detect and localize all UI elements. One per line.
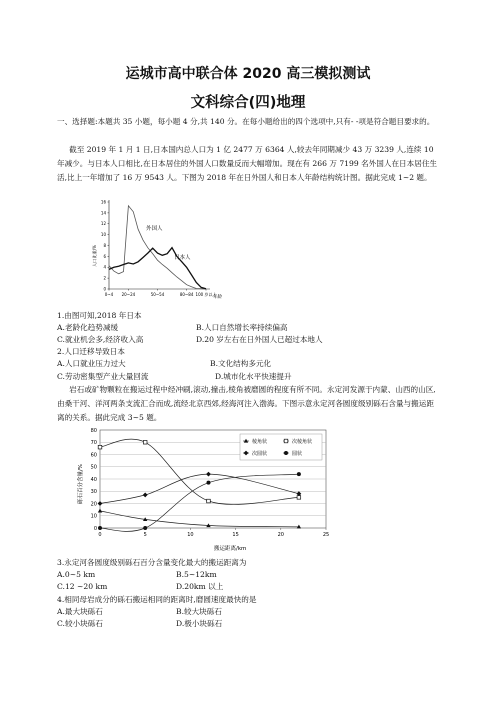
q3-option-b: B.5~12km — [176, 570, 217, 579]
chart2-y-tick-label: 60 — [90, 452, 97, 459]
q4-option-c: C.较小块砾石 — [57, 619, 103, 628]
passage-population: 截至 2019 年 1 月 1 日,日本国内总人口为 1 亿 2477 万 6364 人,较去年同期减少 43 万 3239 人,连续 10 年减少。与日本人口相比,在日本居住的外国人口数量反而大幅增加。现在有 266 万 7199 名外国人在日本居住生活,比上一年增加了 16 万 9543 人。下图为 2018 年在日外国人和日本人年龄结构统计图。据此完成 1~2 题。 — [57, 145, 438, 183]
chart2-y-tick-label: 30 — [90, 489, 97, 496]
chart1-y-tick-label: 6 — [103, 253, 106, 259]
chart1-xlabel: 年龄 — [213, 295, 222, 300]
chart2-legend — [240, 434, 322, 460]
chart2-y-tick-label: 50 — [90, 464, 97, 471]
chart2-y-tick-label: 70 — [90, 440, 97, 447]
question-3-stem: 3.永定河各圆度级别砾石百分含量变化最大的搬运距离为 — [57, 558, 247, 567]
chart2-xlabel: 搬运距离/km — [214, 546, 247, 552]
question-1-stem: 1.由图可知,2018 年日本 — [57, 311, 142, 320]
label-japanese: 日本人 — [174, 255, 191, 261]
label-foreign: 外国人 — [146, 226, 163, 232]
chart1-y-tick-label: 0 — [103, 286, 106, 292]
chart1-y-tick-label: 14 — [100, 210, 106, 216]
age-chart-plot — [101, 199, 217, 297]
point-marker — [143, 440, 147, 444]
chart2-x-tick-label: 15 — [232, 532, 239, 538]
chart1-y-tick-label: 4 — [103, 264, 106, 270]
question-2-stem: 2.人口迁移导致日本 — [57, 347, 125, 356]
q2-option-c: C.劳动密集型产业大量回流 — [57, 372, 149, 381]
q3-option-c: C.12 ~20 km — [57, 582, 108, 591]
chart1-y-tick-label: 16 — [100, 199, 106, 205]
series-subrounded-line — [100, 474, 299, 503]
chart2-x-tick-label: 10 — [187, 532, 194, 538]
point-marker — [206, 472, 211, 477]
q2-option-b: B.文化结构多元化 — [210, 359, 272, 368]
point-marker — [284, 451, 288, 455]
q2-option-d: D.城市化水平快速提升 — [215, 372, 292, 381]
chart1-y-tick-label: 12 — [100, 221, 106, 227]
chart2-x-tick-label: 5 — [143, 532, 147, 538]
q1-option-a: A.老龄化趋势减缓 — [57, 323, 119, 332]
chart1-x-tick-label: 50~54 — [150, 292, 165, 297]
point-marker — [98, 445, 102, 449]
chart2-y-tick-label: 40 — [90, 476, 97, 483]
point-marker — [143, 526, 147, 530]
chart2-ylabel: 砾石百分含量/% — [78, 463, 84, 505]
passage-gravel: 岩石或矿物颗粒在搬运过程中经冲刷,滚动,撞击,棱角被磨圆的程度有所不同。永定河发源于内蒙、山西的山区,由桑干河、洋河两条支流汇合而成,流经北京西郊,经海河注入渤海。下图示意永定河各圆度级别砾石含量与搬运距离的关系。据此完成 3~5 题。 — [57, 385, 436, 423]
q4-option-a: A.最大块砾石 — [57, 607, 103, 616]
point-marker — [297, 472, 301, 476]
series-rounded — [98, 472, 301, 531]
chart2-x-tick-label: 20 — [277, 532, 284, 538]
chart1-y-tick-label: 2 — [103, 275, 106, 281]
point-marker — [143, 493, 148, 498]
chart1-ylabel: 人口比重/% — [92, 244, 97, 268]
q3-option-d: D.20km 以上 — [176, 582, 224, 591]
series-subrounded — [98, 472, 302, 506]
point-marker — [206, 481, 210, 485]
page-title: 运城市高中联合体 2020 高三模拟测试 — [125, 66, 371, 82]
chart1-y-tick-label: 8 — [103, 242, 106, 248]
section-intro: 一、选择题:本题共 35 小题，每小题 4 分,共 140 分。在每小题给出的四个选项中,只有- -项是符合题目要求的。 — [57, 117, 435, 126]
chart2-x-tick-label: 25 — [322, 532, 330, 538]
page-subtitle: 文科综合(四)地理 — [190, 95, 306, 111]
point-marker — [284, 439, 288, 443]
point-marker — [98, 501, 103, 506]
legend-label: 次棱角状 — [292, 438, 313, 445]
chart1-x-tick-label: 100 岁以上 — [195, 292, 217, 297]
q1-option-b: B.人口自然增长率持续偏高 — [196, 323, 288, 332]
point-marker — [207, 499, 211, 503]
q3-option-a: A.0~5 km — [57, 570, 96, 579]
chart1-y-tick-label: 10 — [100, 232, 106, 238]
chart1-x-tick-label: 80~84 — [179, 292, 194, 297]
point-marker — [297, 496, 301, 500]
chart2-y-tick-label: 0 — [93, 525, 97, 532]
legend-label: 棱角状 — [252, 438, 268, 445]
point-marker — [98, 509, 102, 513]
series-rounded-line — [100, 474, 299, 531]
q4-option-d: D.极小块砾石 — [176, 619, 223, 628]
chart2-y-tick-label: 20 — [90, 501, 97, 508]
q1-option-d: D.20 岁左右在日外国人已超过本地人 — [196, 335, 323, 344]
chart2-y-tick-label: 80 — [90, 427, 97, 434]
legend-label: 次圆状 — [252, 450, 268, 457]
question-4-stem: 4.相同母岩成分的砾石搬运相同的距离时,磨圆速度最快的是 — [57, 595, 257, 604]
gravel-roundness-chart — [74, 424, 354, 552]
chart2-x-tick-label: 0 — [98, 532, 102, 538]
legend-label: 圆状 — [292, 450, 303, 457]
series-angular — [98, 509, 301, 529]
gravel-chart-plot — [91, 428, 330, 538]
point-marker — [98, 526, 102, 530]
q2-option-a: A.人口就业压力过大 — [57, 359, 126, 368]
q1-option-c: C.就业机会多,经济收入高 — [57, 335, 144, 344]
age-structure-chart — [88, 196, 228, 308]
q4-option-b: B.较大块砾石 — [176, 607, 222, 616]
series-foreign-line — [109, 206, 206, 289]
series-angular-line — [100, 511, 299, 527]
chart1-x-tick-label: 0~4 — [104, 292, 114, 297]
chart1-x-tick-label: 20~24 — [121, 292, 136, 297]
chart2-y-tick-label: 10 — [90, 513, 97, 520]
